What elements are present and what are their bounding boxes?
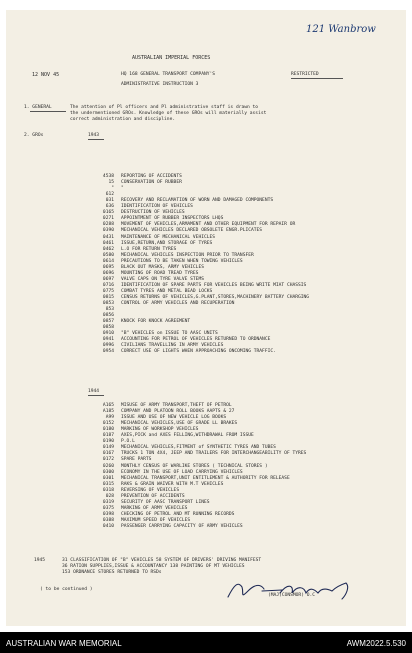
gro-description: RECOVERY AND RECLAMATION OF WORN AND DAMAGED COMPONENTS — [121, 198, 274, 204]
gro-description: IDENTIFICATION OF SPARE PARTS FOR VEHICLES BEING WRITE MIAT CHASSIS — [121, 282, 307, 288]
gro-code: 636 — [105, 204, 114, 210]
gro-code: 0319 — [102, 499, 114, 505]
gro-description: PREVENTION OF ACCIDENTS — [121, 493, 185, 499]
section-1-line: correct administration and discipline. — [70, 117, 176, 122]
gro-code: 0398 — [102, 511, 114, 517]
gro-description: PRECAUTIONS TO BE TAKEN WHEN TOWING VEHICLES — [121, 258, 243, 264]
gro-description: CONSERVATION OF RUBBER — [121, 180, 182, 186]
gro-code: 0167 — [102, 451, 114, 457]
gro-description: P.O.L — [121, 439, 135, 445]
gro-description: MECHANICAL VEHICLES INSPECTION PRIOR TO TRANSFER — [121, 252, 254, 258]
gro-code: 0858 — [102, 325, 114, 331]
gro-code: 028 — [105, 493, 114, 499]
gro-description: MARKING OF WORKSHOP VEHICLES — [121, 427, 199, 433]
gro-code: 0614 — [102, 258, 114, 264]
gro-description: REPORTING OF ACCIDENTS — [121, 174, 182, 179]
gro-description: MOVEMENT OF VEHICLES,ARMAMENT AND OTHER EQUIPMENT FOR REPAIR OR — [121, 222, 296, 228]
year-1943-underline — [88, 139, 104, 140]
gro-description: ACCOUNTING FOR PETROL OF VEHICLES RETURNED TO ORDNANCE — [121, 337, 271, 343]
gro-description: ECONOMY IN THE USE OF LOAD CARRYING VEHICLES — [121, 469, 243, 475]
gro-code: 0410 — [102, 524, 114, 529]
gro-code: 0318 — [102, 487, 114, 493]
section-1-heading: 1. GENERAL — [24, 105, 52, 110]
gro-description: KNOCK FOR KNOCK AGREEMENT — [121, 319, 191, 325]
gro-code: 0954 — [102, 349, 114, 355]
gro-description: SPARE PARTS — [121, 457, 152, 463]
section-1-line: The attention of Pl officers and Pl administrative staff is drawn to — [70, 105, 259, 110]
gro-description: COMPANY AND PLATOON ROLL BOOKS AAPTS & 27 — [121, 409, 235, 415]
gro-code: 0152 — [102, 421, 114, 427]
gro-code: 4538 — [102, 174, 114, 179]
footer-accession-number: AWM2022.5.530 — [346, 639, 406, 648]
gro-description: TRUCKS 1 TON 4X4, JEEP AND TRAILERS FOR INTERCHANGEABILITY OF TYRES — [121, 451, 307, 457]
gro-description: RAKS & GRAIN WAIVER WITH M.T VEHICLES — [121, 481, 224, 487]
gro-code: 0941 — [102, 337, 114, 343]
gro-description: L.O FOR RETURN TYRES — [121, 246, 177, 252]
gro-description: COMBAT TYRES AND METAL BEAD LOCKS — [121, 288, 213, 294]
gro-1945-line: 153 ORDNANCE STORES RETURNED TO RSDs — [62, 570, 162, 575]
gro-description: MARKING OF ARMY VEHICLES — [121, 505, 188, 511]
unit-name: HQ 168 GENERAL TRANSPORT COMPANY'S — [121, 72, 216, 77]
gro-description: MOUNTING OF ROAD TREAD TYRES — [121, 270, 199, 276]
gro-description: CHECKING OF PETROL AND MT RUNNING RECORDS — [121, 511, 235, 517]
gro-code: 0271 — [102, 216, 114, 222]
classification: RESTRICTED — [291, 72, 319, 77]
gro-code: 0857 — [102, 319, 114, 325]
gro-description: MECHANICAL TRANSPORT,UNIT ENTITLEMENT & AUTHORITY FOR RELEASE — [121, 475, 290, 481]
section-1-underline — [30, 111, 66, 112]
gro-code: 0187 — [102, 433, 114, 439]
gro-code: 0300 — [102, 469, 114, 475]
gro-code: 0996 — [102, 343, 114, 349]
footer-source: AUSTRALIAN WAR MEMORIAL — [6, 639, 122, 648]
gro-code: 0388 — [102, 517, 114, 523]
footer-bar — [0, 632, 412, 653]
gro-code: 0856 — [102, 313, 114, 319]
signature-rank: (MAJ)CONSMOR) O.C — [268, 593, 316, 598]
gro-code: 0315 — [102, 481, 114, 487]
gro-code: 0431 — [102, 234, 114, 240]
gro-description: MISUSE OF ARMY TRANSPORT,THEFT OF PETROL — [121, 403, 232, 408]
document-title: AUSTRALIAN IMPERIAL FORCES — [132, 55, 211, 61]
gro-description: ISSUE,RETURN,AND STORAGE OF TYRES — [121, 240, 213, 246]
gro-description: MECHANICAL VEHICLES DECLARED OBSOLETE ENGR.PLICATES — [121, 228, 263, 234]
gro-description: DESTRUCTION OF VEHICLES — [121, 210, 185, 216]
gro-description: PASSENGER CARRYING CAPACITY OF ARMY VEHICLES — [121, 524, 243, 529]
gro-description: REVERSING OF VEHICLES — [121, 487, 180, 493]
section-1-line: the undermentioned GROs. Knowledge of these GROs will materially assist — [70, 111, 267, 116]
gro-code: 0910 — [102, 331, 114, 337]
gro-code: 0149 — [102, 445, 114, 451]
gro-description: MAXIMUM SPEED OF VEHICLES — [121, 517, 191, 523]
year-1944-underline — [88, 395, 104, 396]
classification-underline — [291, 78, 343, 79]
gro-code: A165 — [102, 403, 114, 408]
gro-code: 0375 — [102, 505, 114, 511]
gro-description: CONTROL OF ARMY VEHICLES AND RECUPERATION — [121, 301, 235, 307]
gro-code: 0815 — [102, 295, 114, 300]
gro-description: VALVE CAPS ON TYRE VALVE STEMS — [121, 276, 204, 282]
gro-1945-line: 31 CLASSIFICATION OF "B" VEHICLES 58 SYSTEM OF DRIVERS' DRIVING MANIFEST — [62, 558, 262, 563]
gro-description: IDENTIFICATION OF VEHICLES — [121, 204, 193, 210]
gro-description: MECHANICAL VEHICLES,FITMENT of SYNTHETIC TYRES AND TUBES — [121, 445, 276, 451]
gro-code: 0696 — [102, 270, 114, 276]
section-2-heading: 2. GROs — [24, 133, 44, 138]
gro-code: 0462 — [102, 246, 114, 252]
gro-code: 0165 — [102, 210, 114, 216]
gro-description: "B" VEHICLES on ISSUE TO AASC UNITS — [121, 331, 218, 337]
gro-description: MONTHLY CENSUS OF WARLIKE STORES ( TECHNICAL STORES ) — [121, 463, 268, 469]
gro-description: AXES,PICK and AXES FELLING,WITHDRAWAL FROM ISSUE — [121, 433, 254, 439]
gro-description: CIVILIANS TRAVELLING IN ARMY VEHICLES — [121, 343, 224, 349]
gro-description: ISSUE AND USE OF NEW VEHICLE LOG BOOKS — [121, 415, 227, 421]
gro-description: MAINTENANCE OF MECHANICAL VEHICLES — [121, 234, 216, 240]
gro-code: 853 — [105, 307, 114, 313]
gro-code: 0695 — [102, 264, 114, 270]
gro-description: CORRECT USE OF LIGHTS WHEN APPROACHING ONCOMING TRAFFIC. — [121, 349, 276, 355]
gro-code: 0697 — [102, 276, 114, 282]
gro-code: 0775 — [102, 288, 114, 294]
document-subtitle: ADMINISTRATIVE INSTRUCTION 3 — [121, 82, 199, 87]
gro-description: CENSUS RETURNS OF VEHICLES,G.PLANT,STORES,MACHINERY BATTERY CHARGING — [121, 295, 310, 300]
signature — [222, 577, 372, 603]
gro-description: MECHANICAL VEHICLES,USE OF GRADE LL BRAKES — [121, 421, 238, 427]
gro-code: 031 — [105, 198, 114, 204]
gro-code: 0180 — [102, 427, 114, 433]
year-1944: 1944 — [88, 389, 100, 394]
gro-description: APPOINTMENT OF RUBBER INSPECTORS LHQS — [121, 216, 224, 222]
gro-code: 15 — [108, 180, 114, 186]
gro-code: 0580 — [102, 252, 114, 258]
gro-code: 612 — [105, 192, 114, 198]
year-1943: 1943 — [88, 133, 100, 138]
gro-code: " — [111, 186, 114, 192]
gro-description: " — [121, 186, 124, 192]
to-be-continued: ( to be continued ) — [40, 587, 93, 592]
gro-code: 0461 — [102, 240, 114, 246]
handwritten-annotation: 121 Wanbrow — [306, 24, 376, 35]
gro-code: 0190 — [102, 439, 114, 445]
gro-code: A185 — [102, 409, 114, 415]
gro-code: 0716 — [102, 282, 114, 288]
gro-code: 0172 — [102, 457, 114, 463]
gro-code: 0301 — [102, 475, 114, 481]
gro-1945-line: 36 RATION SUPPLIES,ISSUE & ACCOUNTANCY 138 PAINTING OF MT VEHICLES — [62, 564, 245, 569]
gro-code: 0260 — [102, 463, 114, 469]
gro-code: 0288 — [102, 222, 114, 228]
gro-code: 0853 — [102, 301, 114, 307]
year-1945: 1945 — [34, 558, 46, 563]
document-page — [6, 10, 406, 626]
gro-description: SECURITY OF AASC TRANSPORT LINES — [121, 499, 210, 505]
gro-description: BLACK OUT MASKS, ARMY VEHICLES — [121, 264, 204, 270]
document-date: 12 NOV 45 — [32, 72, 60, 78]
gro-code: 0390 — [102, 228, 114, 234]
gro-code: A99 — [105, 415, 114, 421]
